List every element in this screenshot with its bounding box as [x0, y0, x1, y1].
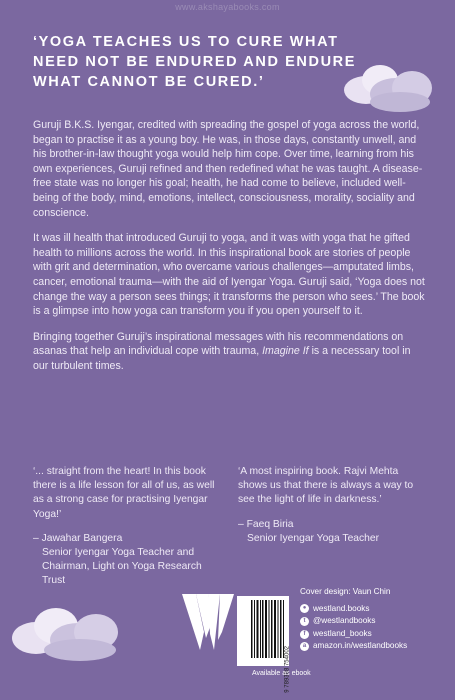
description	[33, 118, 425, 385]
review-text: ‘... straight from the heart! In this book there is a life lesson for all of us, as well as a strong case for practising Iyengar Yoga!’	[33, 466, 215, 520]
watermark: www.akshayabooks.com	[175, 2, 280, 12]
cloud-top-right	[340, 60, 440, 114]
facebook-handle: westland_books	[313, 628, 372, 638]
reviewer-role: Senior Iyengar Yoga Teacher	[247, 532, 380, 544]
review-biria	[238, 465, 423, 546]
isbn-number: 9 789388 754002	[285, 646, 291, 693]
website-text: westland.books	[313, 603, 370, 613]
amazon-icon: a	[300, 642, 309, 651]
review-text: ‘A most inspiring book. Rajvi Mehta shows us that there is always a way to see the light of life in darkness.’	[238, 466, 414, 506]
cloud-bottom-left	[8, 604, 128, 664]
amazon-link: amazon.in/westlandbooks	[313, 641, 408, 651]
reviewer-name: – Faeq Biria	[238, 518, 294, 530]
credits	[300, 586, 450, 653]
globe-icon: ●	[300, 604, 309, 613]
facebook-icon: f	[300, 630, 309, 639]
review-bangera	[33, 465, 221, 589]
cover-design-credit: Cover design: Vaun Chin	[300, 587, 391, 596]
twitter-icon: t	[300, 617, 309, 626]
publisher-logo	[182, 592, 234, 652]
paragraph-1: Guruji B.K.S. Iyengar, credited with spreading the gospel of yoga across the world, began to practise it as a young boy. He was, in those days, constantly unwell, and his brother-in-law thought yoga would help him cope. Over time, learning from his own experiences, Guruji refined and then redefined what he was taught. A disease-free state was no longer his goal; health, he had come to believe, included well-being of the body, mind, emotions, intellect, consciousness, morality, sociality and conscience.	[33, 119, 423, 219]
ebook-note: Available as ebook	[252, 670, 311, 677]
paragraph-3: Bringing together Guruji’s inspirational messages with his recommendations on asanas that help an individual cope with trauma, Imagine If is a necessary tool in our turbulent times.	[33, 330, 411, 372]
barcode-bars	[237, 596, 289, 666]
reviewer-name: – Jawahar Bangera	[33, 532, 123, 544]
pull-quote: ‘YOGA TEACHES US TO CURE WHAT NEED NOT BE ENDURED AND ENDURE WHAT CANNOT BE CURED.’	[33, 34, 356, 90]
book-title: Imagine If	[262, 345, 309, 358]
reviewer-role: Senior Iyengar Yoga Teacher and Chairman, Light on Yoga Research Trust	[42, 547, 202, 587]
twitter-handle: @westlandbooks	[313, 616, 376, 626]
paragraph-2: It was ill health that introduced Guruji to yoga, and it was with yoga that he gifted health to millions across the world. In this inspirational book are stories of people with grit and determination, who overcame various challenges—amputated limbs, cancer, emotional trauma—with the aid of Iyengar Yoga. Guruji said, ‘Yoga does not change the way a person sees things; it transforms the person who sees.’ The book is a glimpse into how yoga can transform you if you open yourself to it.	[33, 232, 425, 318]
